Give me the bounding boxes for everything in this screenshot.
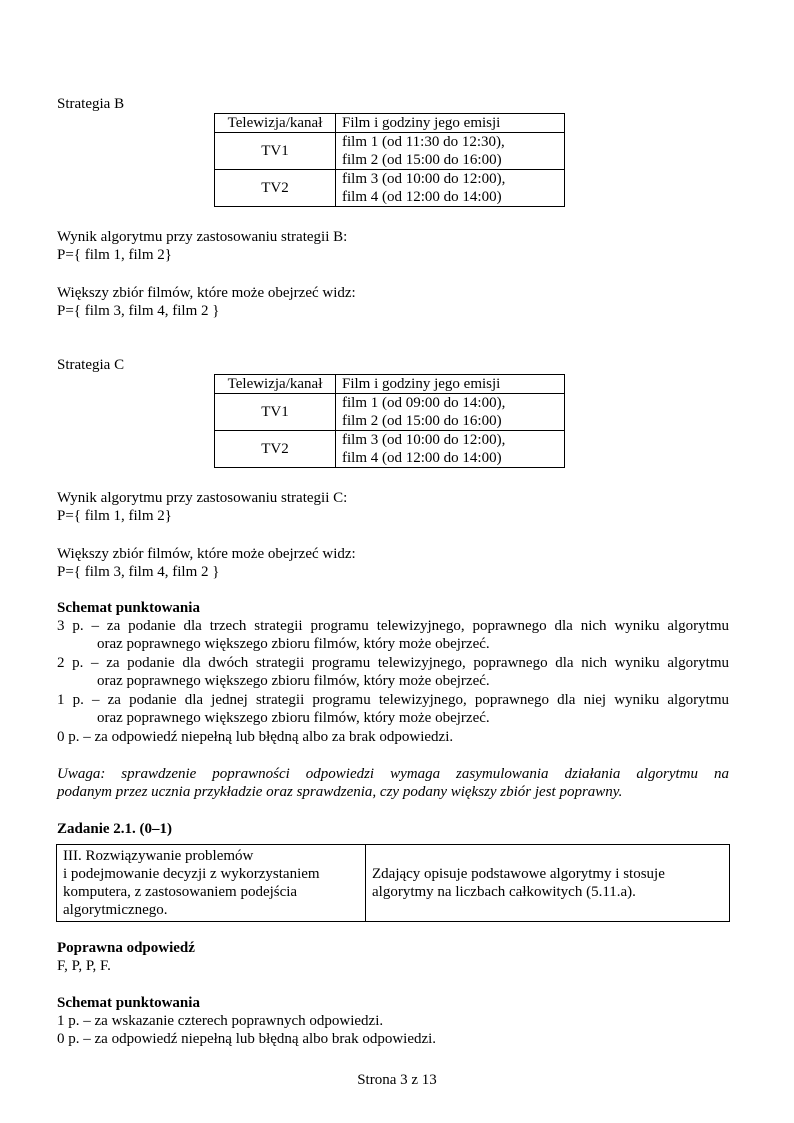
scoring-item: 0 p. – za odpowiedź niepełną lub błędną albo brak odpowiedzi. [57, 1031, 437, 1047]
column-header-channel: Telewizja/kanał [215, 114, 336, 133]
general-requirement-cell [57, 845, 366, 922]
scoring-item-text: 1 p. – za podanie dla jednej strategii programu telewizyjnego, poprawnego dla niej wyniku algorytmu [57, 692, 729, 708]
requirement-line: algorytmicznego. [63, 902, 168, 918]
film-entry: film 3 (od 10:00 do 12:00), [342, 171, 506, 187]
film-entry: film 2 (od 15:00 do 16:00) [342, 152, 502, 168]
strategy-c-bigger-label: Większy zbiór filmów, które może obejrzeć widz: [57, 546, 356, 562]
requirement-line: algorytmy na liczbach całkowitych (5.11.a). [372, 884, 636, 900]
scoring-item: 1 p. – za wskazanie czterech poprawnych odpowiedzi. [57, 1013, 384, 1029]
requirement-line: i podejmowanie decyzji z wykorzystaniem [63, 866, 320, 882]
column-header-films: Film i godziny jego emisji [336, 375, 565, 394]
channel-cell: TV1 [215, 133, 336, 170]
column-header-channel: Telewizja/kanał [215, 375, 336, 394]
scoring-item-continuation: oraz poprawnego większego zbioru filmów, który może obejrzeć. [97, 636, 490, 652]
requirement-line: komputera, z zastosowaniem podejścia [63, 884, 298, 900]
strategy-c-heading: Strategia C [57, 357, 125, 373]
film-entry: film 3 (od 10:00 do 12:00), [342, 432, 506, 448]
films-cell [336, 170, 565, 207]
table-row [215, 170, 565, 207]
strategy-c-table [214, 374, 565, 468]
table-row [215, 431, 565, 468]
strategy-c-result-value: P={ film 1, film 2} [57, 508, 172, 524]
scoring-item-continuation: oraz poprawnego większego zbioru filmów, który może obejrzeć. [97, 673, 490, 689]
scoring-item [57, 654, 729, 690]
strategy-c-result-label: Wynik algorytmu przy zastosowaniu strategii C: [57, 490, 348, 506]
scoring-heading: Schemat punktowania [57, 995, 200, 1011]
specific-requirement-cell [366, 845, 730, 922]
scoring-heading: Schemat punktowania [57, 600, 200, 616]
strategy-b-result-value: P={ film 1, film 2} [57, 247, 172, 263]
strategy-b-table [214, 113, 565, 207]
scoring-item-continuation: oraz poprawnego większego zbioru filmów, który może obejrzeć. [97, 710, 490, 726]
requirement-line: III. Rozwiązywanie problemów [63, 848, 254, 864]
answer-heading: Poprawna odpowiedź [57, 940, 195, 956]
note-line: podanym przez ucznia przykładzie oraz sprawdzenia, czy podany większy zbiór jest poprawny. [57, 784, 623, 800]
scoring-item-text: 3 p. – za podanie dla trzech strategii programu telewizyjnego, poprawnego dla nich wyniku algorytmu [57, 618, 729, 634]
strategy-b-bigger-value: P={ film 3, film 4, film 2 } [57, 303, 220, 319]
film-entry: film 2 (od 15:00 do 16:00) [342, 413, 502, 429]
scoring-item [57, 728, 729, 746]
answer-value: F, P, P, F. [57, 958, 111, 974]
film-entry: film 1 (od 09:00 do 14:00), [342, 395, 506, 411]
film-entry: film 4 (od 12:00 do 14:00) [342, 450, 502, 466]
strategy-b-bigger-label: Większy zbiór filmów, które może obejrzeć widz: [57, 285, 356, 301]
films-cell [336, 431, 565, 468]
note-line: Uwaga: sprawdzenie poprawności odpowiedzi wymaga zasymulowania działania algorytmu na [57, 766, 729, 782]
table-row [215, 133, 565, 170]
table-header-row [215, 375, 565, 394]
films-cell [336, 133, 565, 170]
channel-cell: TV2 [215, 431, 336, 468]
scoring-item-text: 2 p. – za podanie dla dwóch strategii programu telewizyjnego, poprawnego dla nich wyniku algorytmu [57, 655, 729, 671]
film-entry: film 1 (od 11:30 do 12:30), [342, 134, 505, 150]
channel-cell: TV2 [215, 170, 336, 207]
table-row [57, 845, 730, 922]
table-header-row [215, 114, 565, 133]
scoring-item [57, 617, 729, 653]
channel-cell: TV1 [215, 394, 336, 431]
strategy-c-bigger-value: P={ film 3, film 4, film 2 } [57, 564, 220, 580]
task-requirements-table [56, 844, 730, 922]
column-header-films: Film i godziny jego emisji [336, 114, 565, 133]
films-cell [336, 394, 565, 431]
page-number: Strona 3 z 13 [357, 1072, 437, 1088]
film-entry: film 4 (od 12:00 do 14:00) [342, 189, 502, 205]
table-row [215, 394, 565, 431]
scoring-item [57, 691, 729, 727]
requirement-line: Zdający opisuje podstawowe algorytmy i stosuje [372, 866, 665, 882]
strategy-b-result-label: Wynik algorytmu przy zastosowaniu strategii B: [57, 229, 348, 245]
scoring-item-text: 0 p. – za odpowiedź niepełną lub błędną albo za brak odpowiedzi. [57, 729, 454, 745]
strategy-b-heading: Strategia B [57, 96, 125, 112]
task-heading: Zadanie 2.1. (0–1) [57, 821, 173, 837]
